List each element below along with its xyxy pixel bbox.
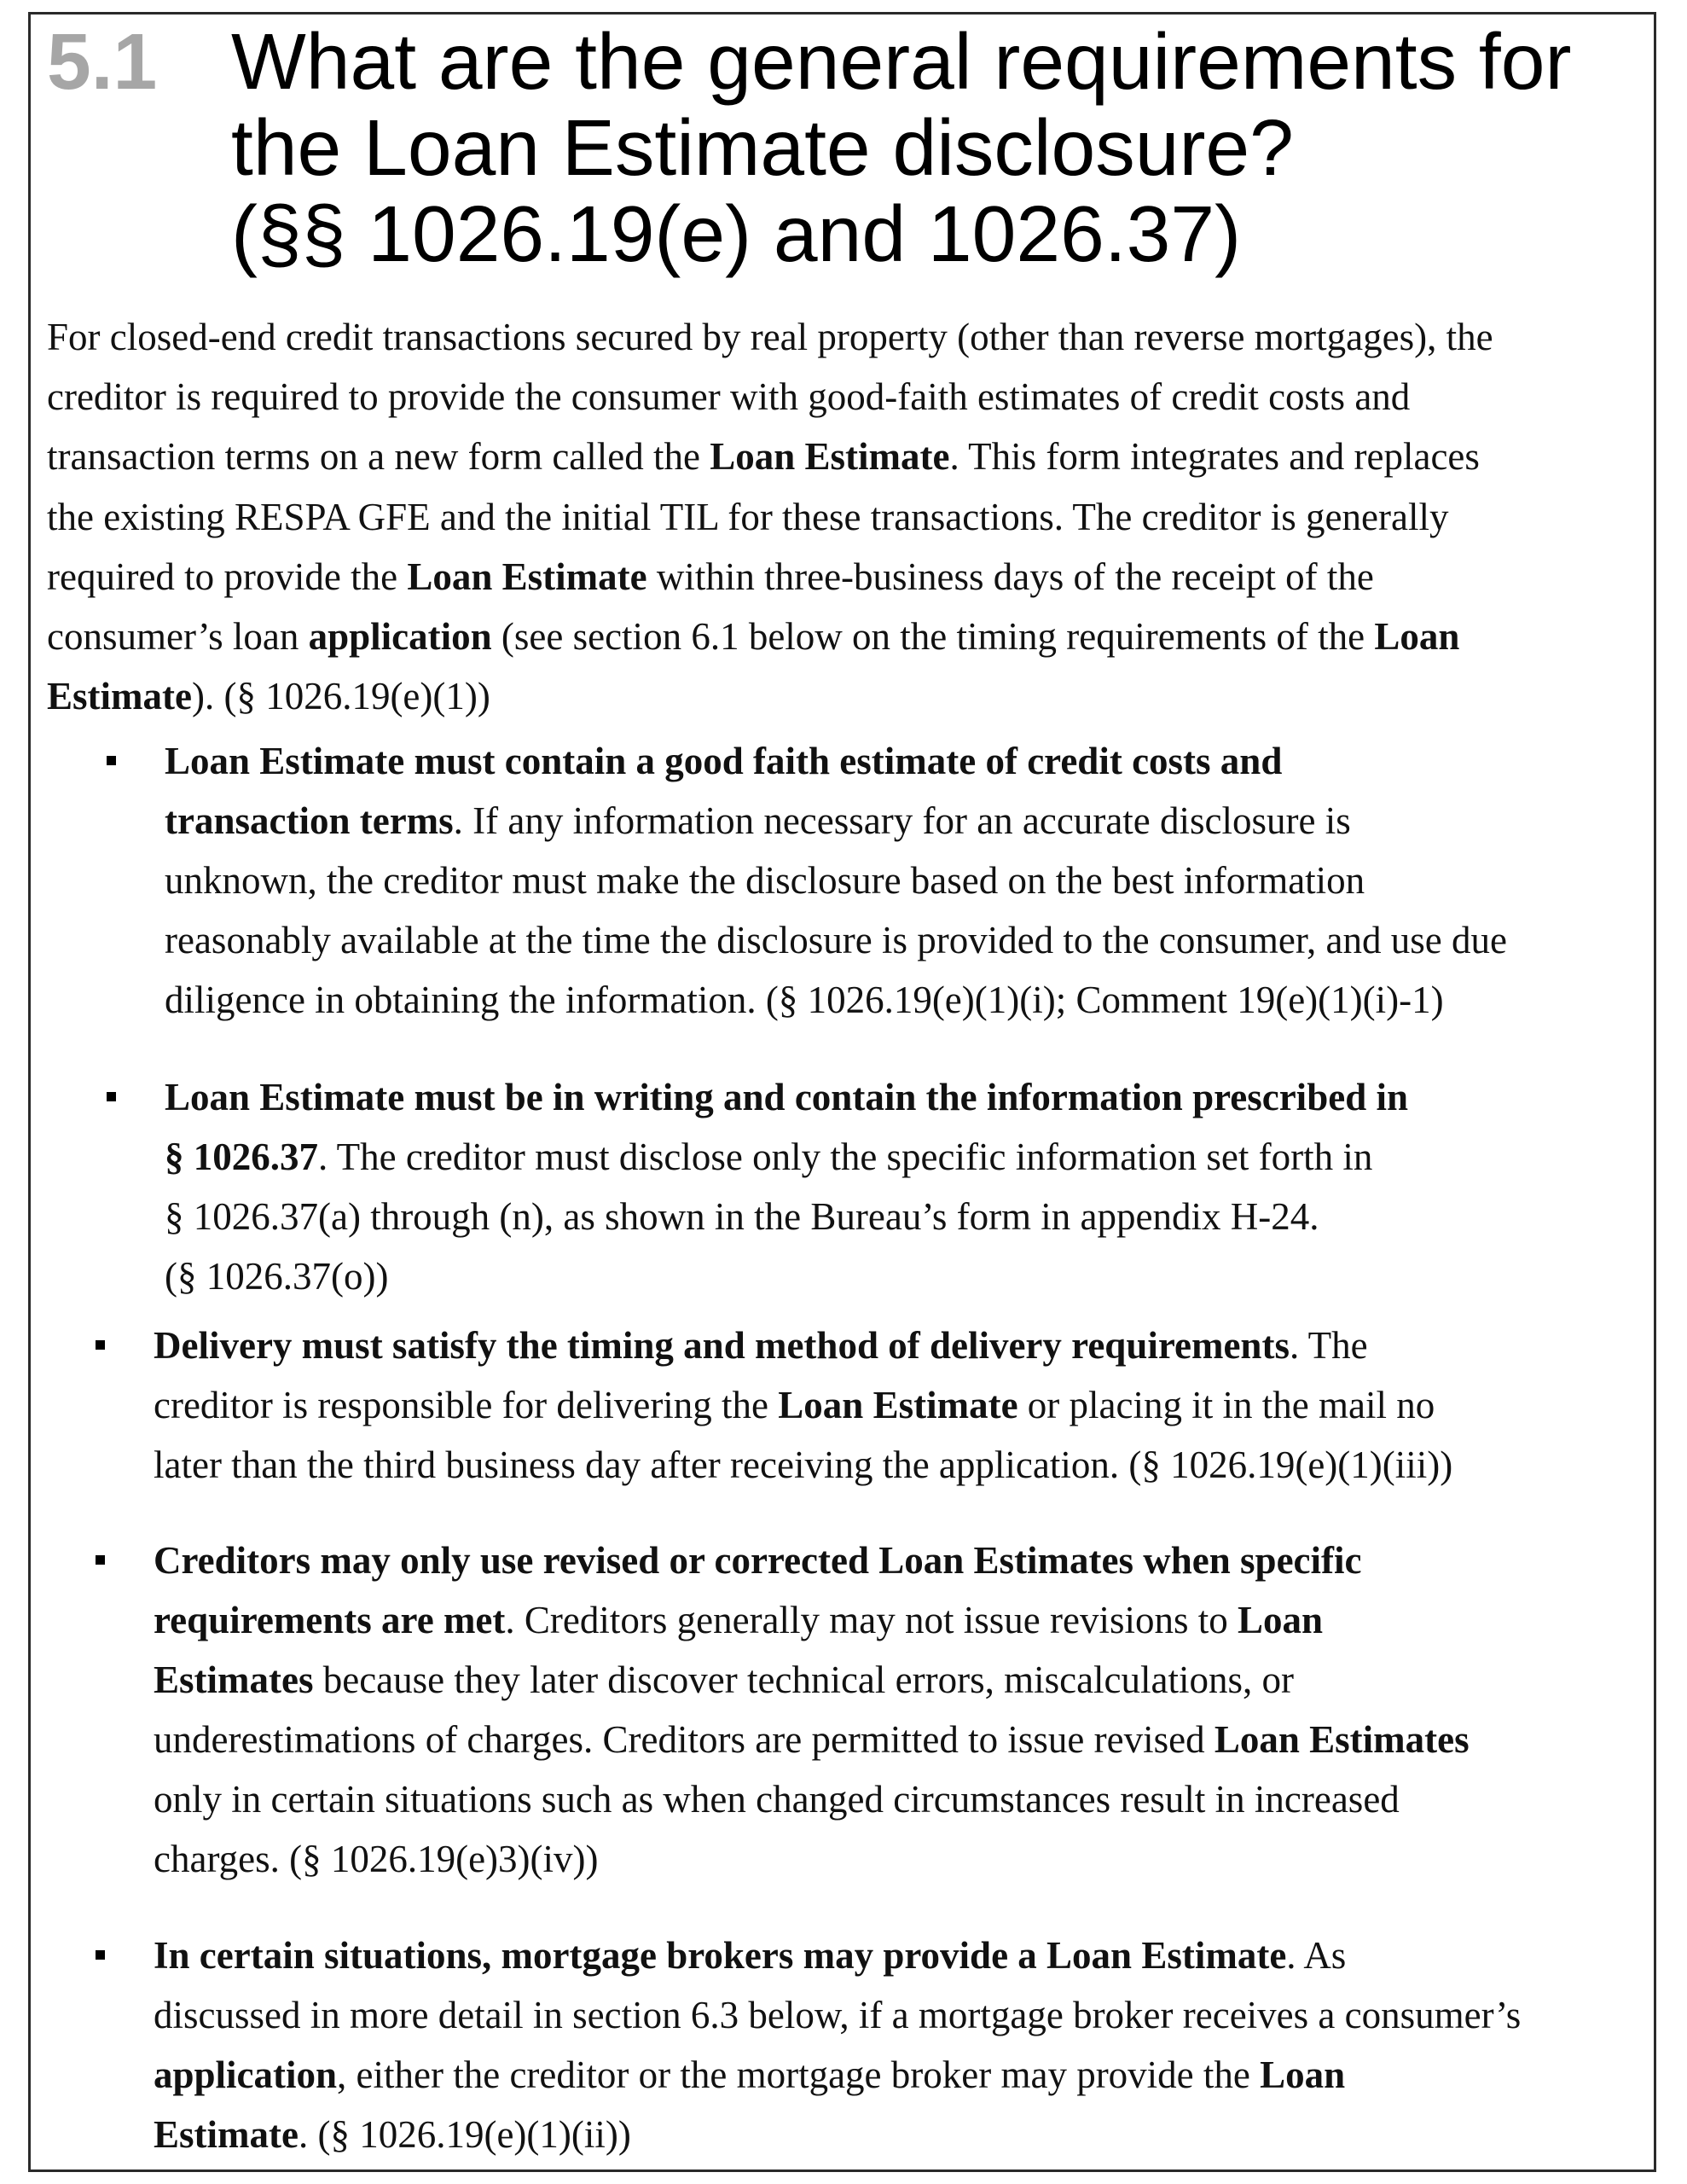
intro-line: creditor is required to provide the consumer with good-faith estimates of credit costs and [47,375,1411,418]
bullet-line [154,1531,1362,1590]
bullet-line: application, either the creditor or the mortgage broker may provide the Loan [154,2053,1346,2096]
bullet-heading: Delivery must satisfy the timing and method of delivery requirements [154,1324,1290,1367]
bullet-line: unknown, the creditor must make the disclosure based on the best information [165,859,1365,902]
bullet-marker [107,756,116,765]
bullet-heading: Loan Estimate must be in writing and contain the information prescribed in [165,1076,1408,1118]
bullet-line: Estimates because they later discover technical errors, miscalculations, or [154,1658,1295,1701]
intro-line: Estimate). (§ 1026.19(e)(1)) [47,675,490,717]
intro-line: the existing RESPA GFE and the initial TIL for these transactions. The creditor is generally [47,496,1449,538]
intro-line: For closed-end credit transactions secured by real property (other than reverse mortgages), the [47,316,1493,358]
intro-line: consumer’s loan application (see section 6.1 below on the timing requirements of the Loan [47,615,1460,658]
bold-term: Loan Estimate [407,555,647,598]
section-title-line: (§§ 1026.19(e) and 1026.37) [231,189,1242,278]
bold-term: Loan [1260,2053,1346,2096]
bullet-heading: transaction terms [165,799,454,842]
bullet-line [165,1067,1408,1127]
section-title-line: the Loan Estimate disclosure? [231,103,1294,192]
section-title [231,19,1681,277]
bullet-line: creditor is responsible for delivering the Loan Estimate or placing it in the mail no [154,1384,1435,1426]
bold-term: Loan [1238,1599,1324,1641]
bold-term: Estimate [47,675,192,717]
bold-term: Loan Estimate [710,435,950,478]
bullet-line: § 1026.37. The creditor must disclose only the specific information set forth in [165,1136,1373,1178]
intro-line: transaction terms on a new form called the Loan Estimate. This form integrates and replaces [47,435,1480,478]
bold-term: Loan Estimates [1214,1718,1470,1761]
bullet-heading: Loan Estimate must contain a good faith estimate of credit costs and [165,740,1283,782]
bold-term: Loan Estimate [778,1384,1018,1426]
bold-term: application [308,615,492,658]
bullet-line: underestimations of charges. Creditors are permitted to issue revised Loan Estimates [154,1718,1470,1761]
bullet-marker [96,1340,105,1350]
bold-term: Estimates [154,1658,314,1701]
bullet-line: (§ 1026.37(o)) [165,1255,389,1298]
bullet-line [165,731,1282,791]
bullet-line: discussed in more detail in section 6.3 below, if a mortgage broker receives a consumer’s [154,1994,1522,2036]
bullet-marker [96,1950,105,1960]
bullet-line: Estimate. (§ 1026.19(e)(1)(ii)) [154,2113,631,2156]
bold-term: Loan [1374,615,1460,658]
bullet-heading: requirements are met [154,1599,506,1641]
bullet-line: charges. (§ 1026.19(e)3)(iv)) [154,1838,599,1880]
section-title-line: What are the general requirements for [231,17,1572,106]
bullet-heading: § 1026.37 [165,1136,318,1178]
bullet-marker [107,1092,116,1101]
bullet-marker [96,1555,105,1565]
bullet-line: diligence in obtaining the information. (§ 1026.19(e)(1)(i); Comment 19(e)(1)(i)-1) [165,979,1444,1021]
intro-line: required to provide the Loan Estimate within three-business days of the receipt of the [47,555,1374,598]
bullet-line: only in certain situations such as when changed circumstances result in increased [154,1778,1400,1821]
bullet-heading: In certain situations, mortgage brokers may provide a Loan Estimate [154,1934,1287,1977]
bullet-heading: Creditors may only use revised or corrected Loan Estimates when specific [154,1539,1362,1582]
bullet-line: reasonably available at the time the disclosure is provided to the consumer, and use due [165,919,1507,961]
bullet-line: In certain situations, mortgage brokers may provide a Loan Estimate. As [154,1934,1347,1977]
bullet-line: § 1026.37(a) through (n), as shown in the Bureau’s form in appendix H-24. [165,1195,1319,1238]
bullet-line: Delivery must satisfy the timing and method of delivery requirements. The [154,1324,1368,1367]
bullet-line: later than the third business day after receiving the application. (§ 1026.19(e)(1)(iii)) [154,1443,1453,1486]
bullet-line: requirements are met. Creditors generally may not issue revisions to Loan [154,1599,1324,1641]
section-number: 5.1 [47,17,158,106]
bold-term: application [154,2053,338,2096]
bold-term: Estimate [154,2113,299,2156]
bullet-line: transaction terms. If any information necessary for an accurate disclosure is [165,799,1351,842]
